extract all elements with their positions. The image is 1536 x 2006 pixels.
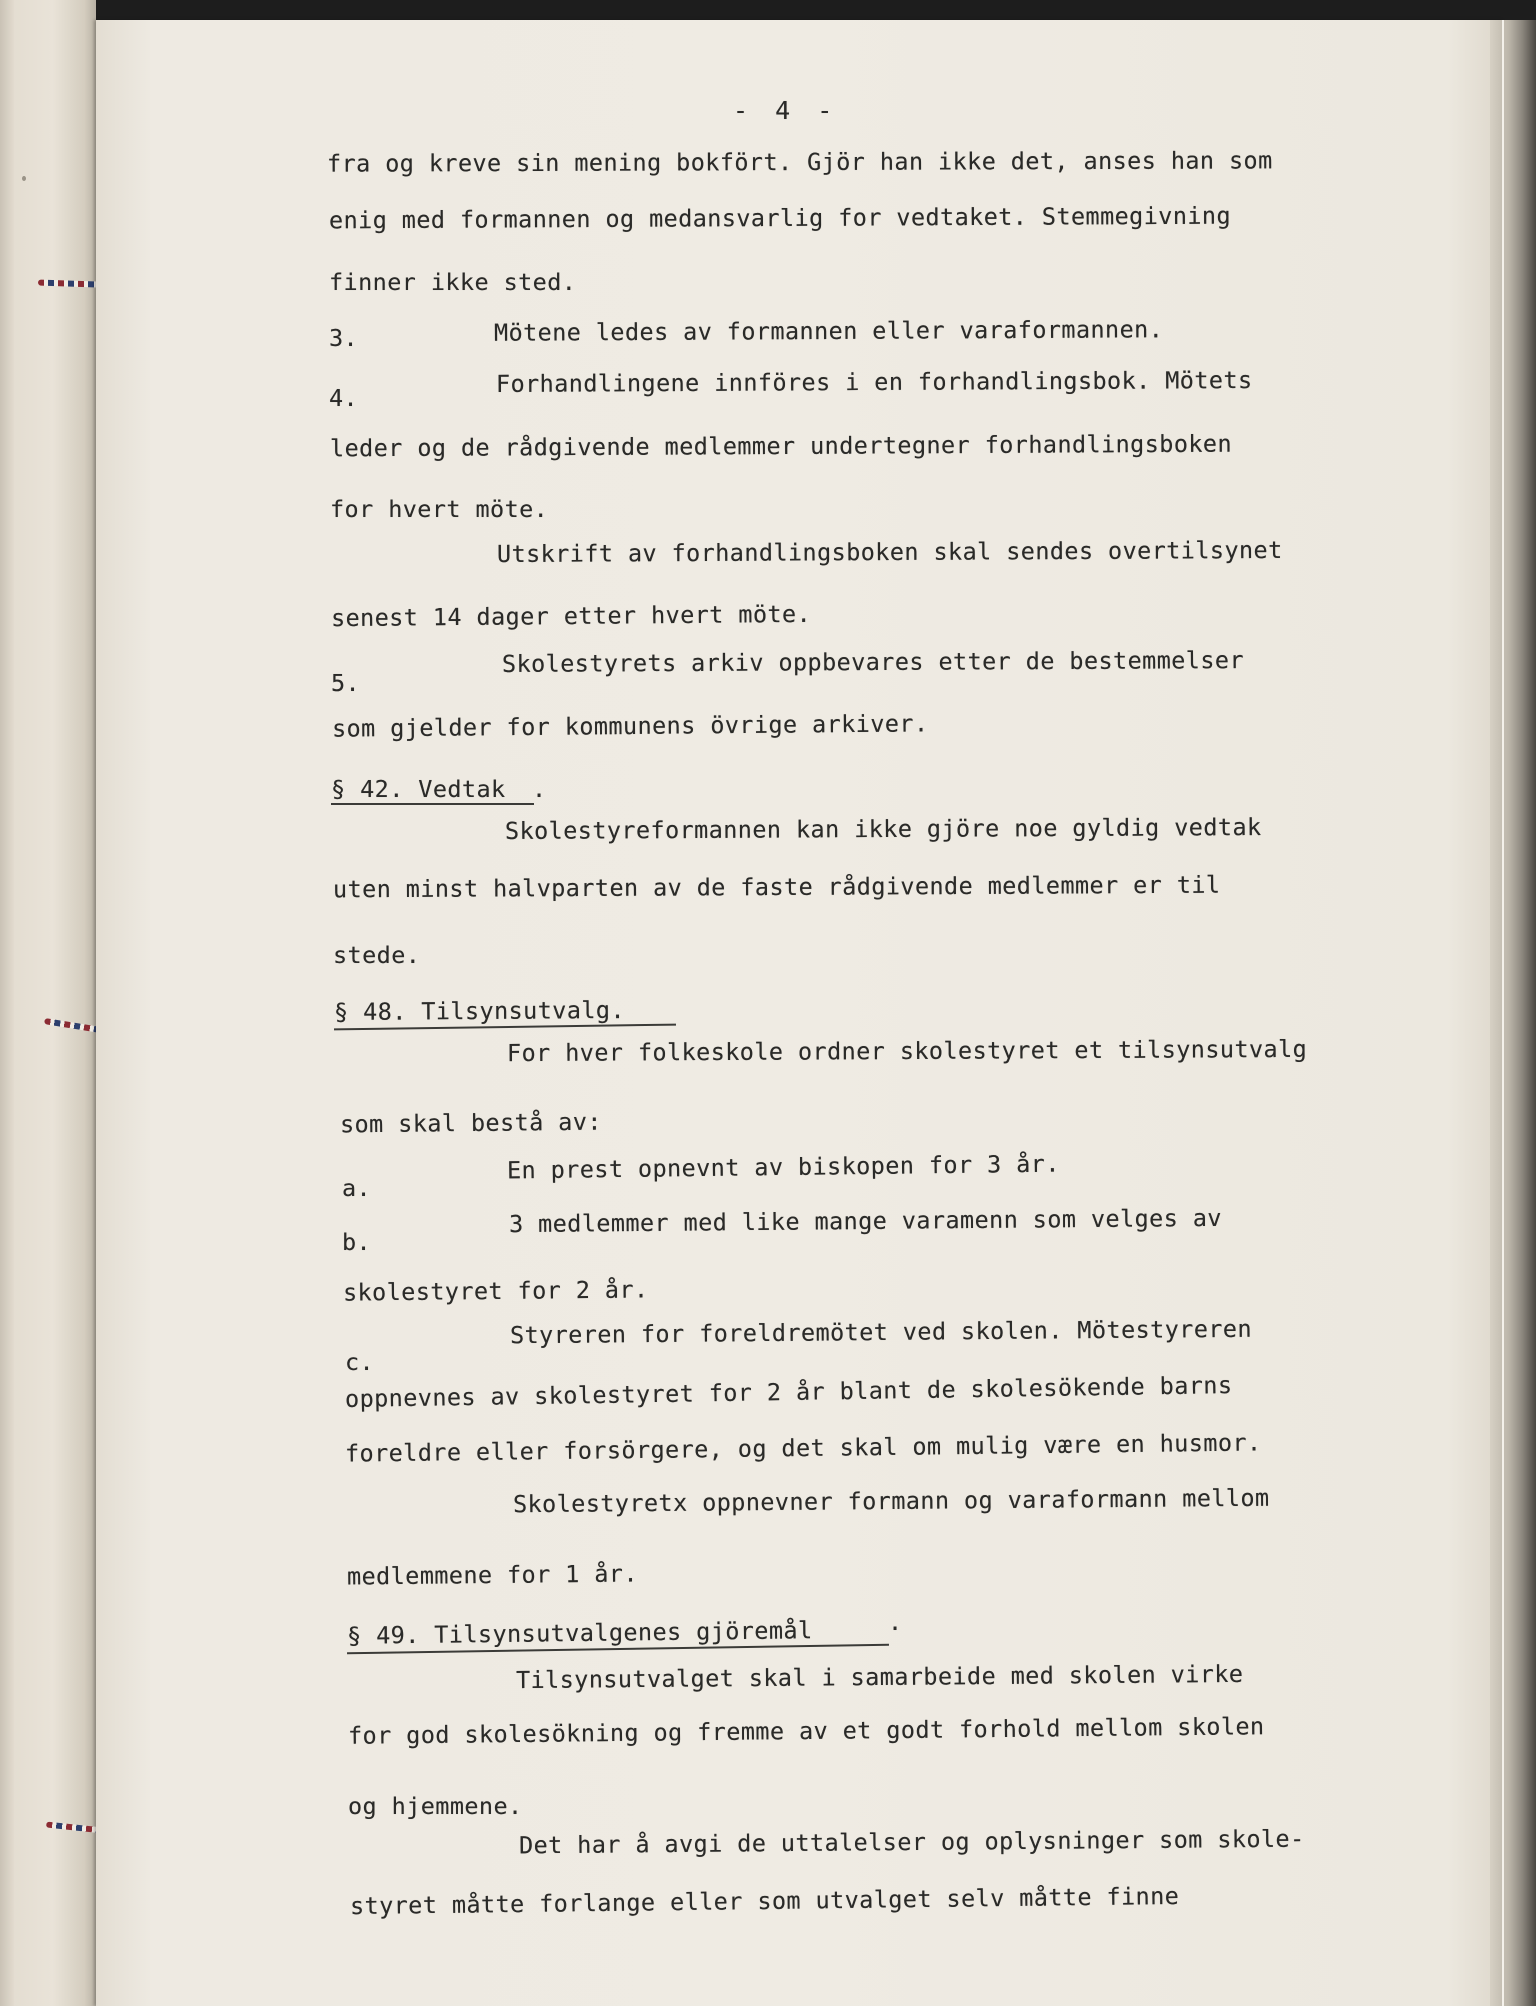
text-line: stede. — [333, 941, 421, 969]
text-line: for hvert möte. — [330, 495, 549, 523]
text-line: og hjemmene. — [348, 1792, 523, 1820]
text-line: Det har å avgi de uttalelser og oplysninger som skole- — [518, 1824, 1305, 1860]
text-line: styret måtte forlange eller som utvalget selv måtte finne — [349, 1881, 1180, 1921]
page-number: - 4 - — [733, 96, 839, 125]
text-line: leder og de rådgivende medlemmer undertegner forhandlingsboken — [329, 429, 1233, 463]
text-line: enig med formannen og medansvarlig for vedtaket. Stemmegivning — [328, 201, 1232, 235]
text-line: senest 14 dager etter hvert möte. — [330, 599, 812, 633]
text-line: Styreren for foreldremötet ved skolen. Mötestyreren — [509, 1314, 1253, 1350]
text-line: Mötene ledes av formannen eller varaformannen. — [493, 315, 1164, 347]
text-line: for god skolesökning og fremme av et godt forhold mellom skolen — [347, 1712, 1265, 1750]
section-heading: § 48. Tilsynsutvalg. — [333, 995, 626, 1027]
text-line: Skolestyreformannen kan ikke gjöre noe gyldig vedtak — [504, 813, 1262, 845]
text-line: Skolestyrets arkiv oppbevares etter de bestemmelser — [501, 646, 1245, 678]
item-number: 3. — [329, 324, 359, 352]
text-line: foreldre eller forsörgere, og det skal om mulig være en husmor. — [344, 1428, 1262, 1468]
text-line: som gjelder for kommunens övrige arkiver. — [331, 709, 929, 743]
item-number: 5. — [331, 669, 361, 697]
text-line: 3 medlemmer med like mange varamenn som velges av — [508, 1203, 1222, 1239]
item-letter: a. — [342, 1174, 372, 1202]
section-heading-period: . — [888, 1608, 903, 1636]
item-letter: b. — [342, 1228, 372, 1256]
section-heading: § 42. Vedtak — [331, 775, 506, 803]
text-line: Tilsynsutvalget skal i samarbeide med skolen virke — [515, 1659, 1244, 1695]
text-line: Forhandlingene innföres i en forhandlingsbok. Mötets — [495, 366, 1253, 398]
item-number: 4. — [329, 384, 359, 412]
section-heading-period: . — [532, 775, 547, 803]
text-line: finner ikke sted. — [329, 268, 577, 296]
text-line: som skal bestå av: — [339, 1107, 603, 1139]
text-line: Utskrift av forhandlingsboken skal sendes overtilsynet — [496, 535, 1283, 569]
section-heading: § 49. Tilsynsutvalgenes gjöremål — [346, 1616, 813, 1650]
item-letter: c. — [345, 1348, 375, 1376]
text-line: En prest opnevnt av biskopen for 3 år. — [506, 1149, 1060, 1185]
text-line: fra og kreve sin mening bokfört. Gjör han ikke det, anses han som — [326, 146, 1273, 178]
text-line: uten minst halvparten av de faste rådgivende medlemmer er til — [332, 870, 1221, 904]
text-line: Skolestyretx oppnevner formann og varaformann mellom — [512, 1483, 1270, 1519]
text-line: oppnevnes av skolestyret for 2 år blant de skolesökende barns — [344, 1371, 1233, 1413]
text-line: medlemmene for 1 år. — [346, 1559, 639, 1591]
heading-underline — [331, 803, 534, 805]
text-line: For hver folkeskole ordner skolestyret et tilsynsutvalg — [506, 1034, 1308, 1068]
text-line: skolestyret for 2 år. — [342, 1275, 649, 1307]
